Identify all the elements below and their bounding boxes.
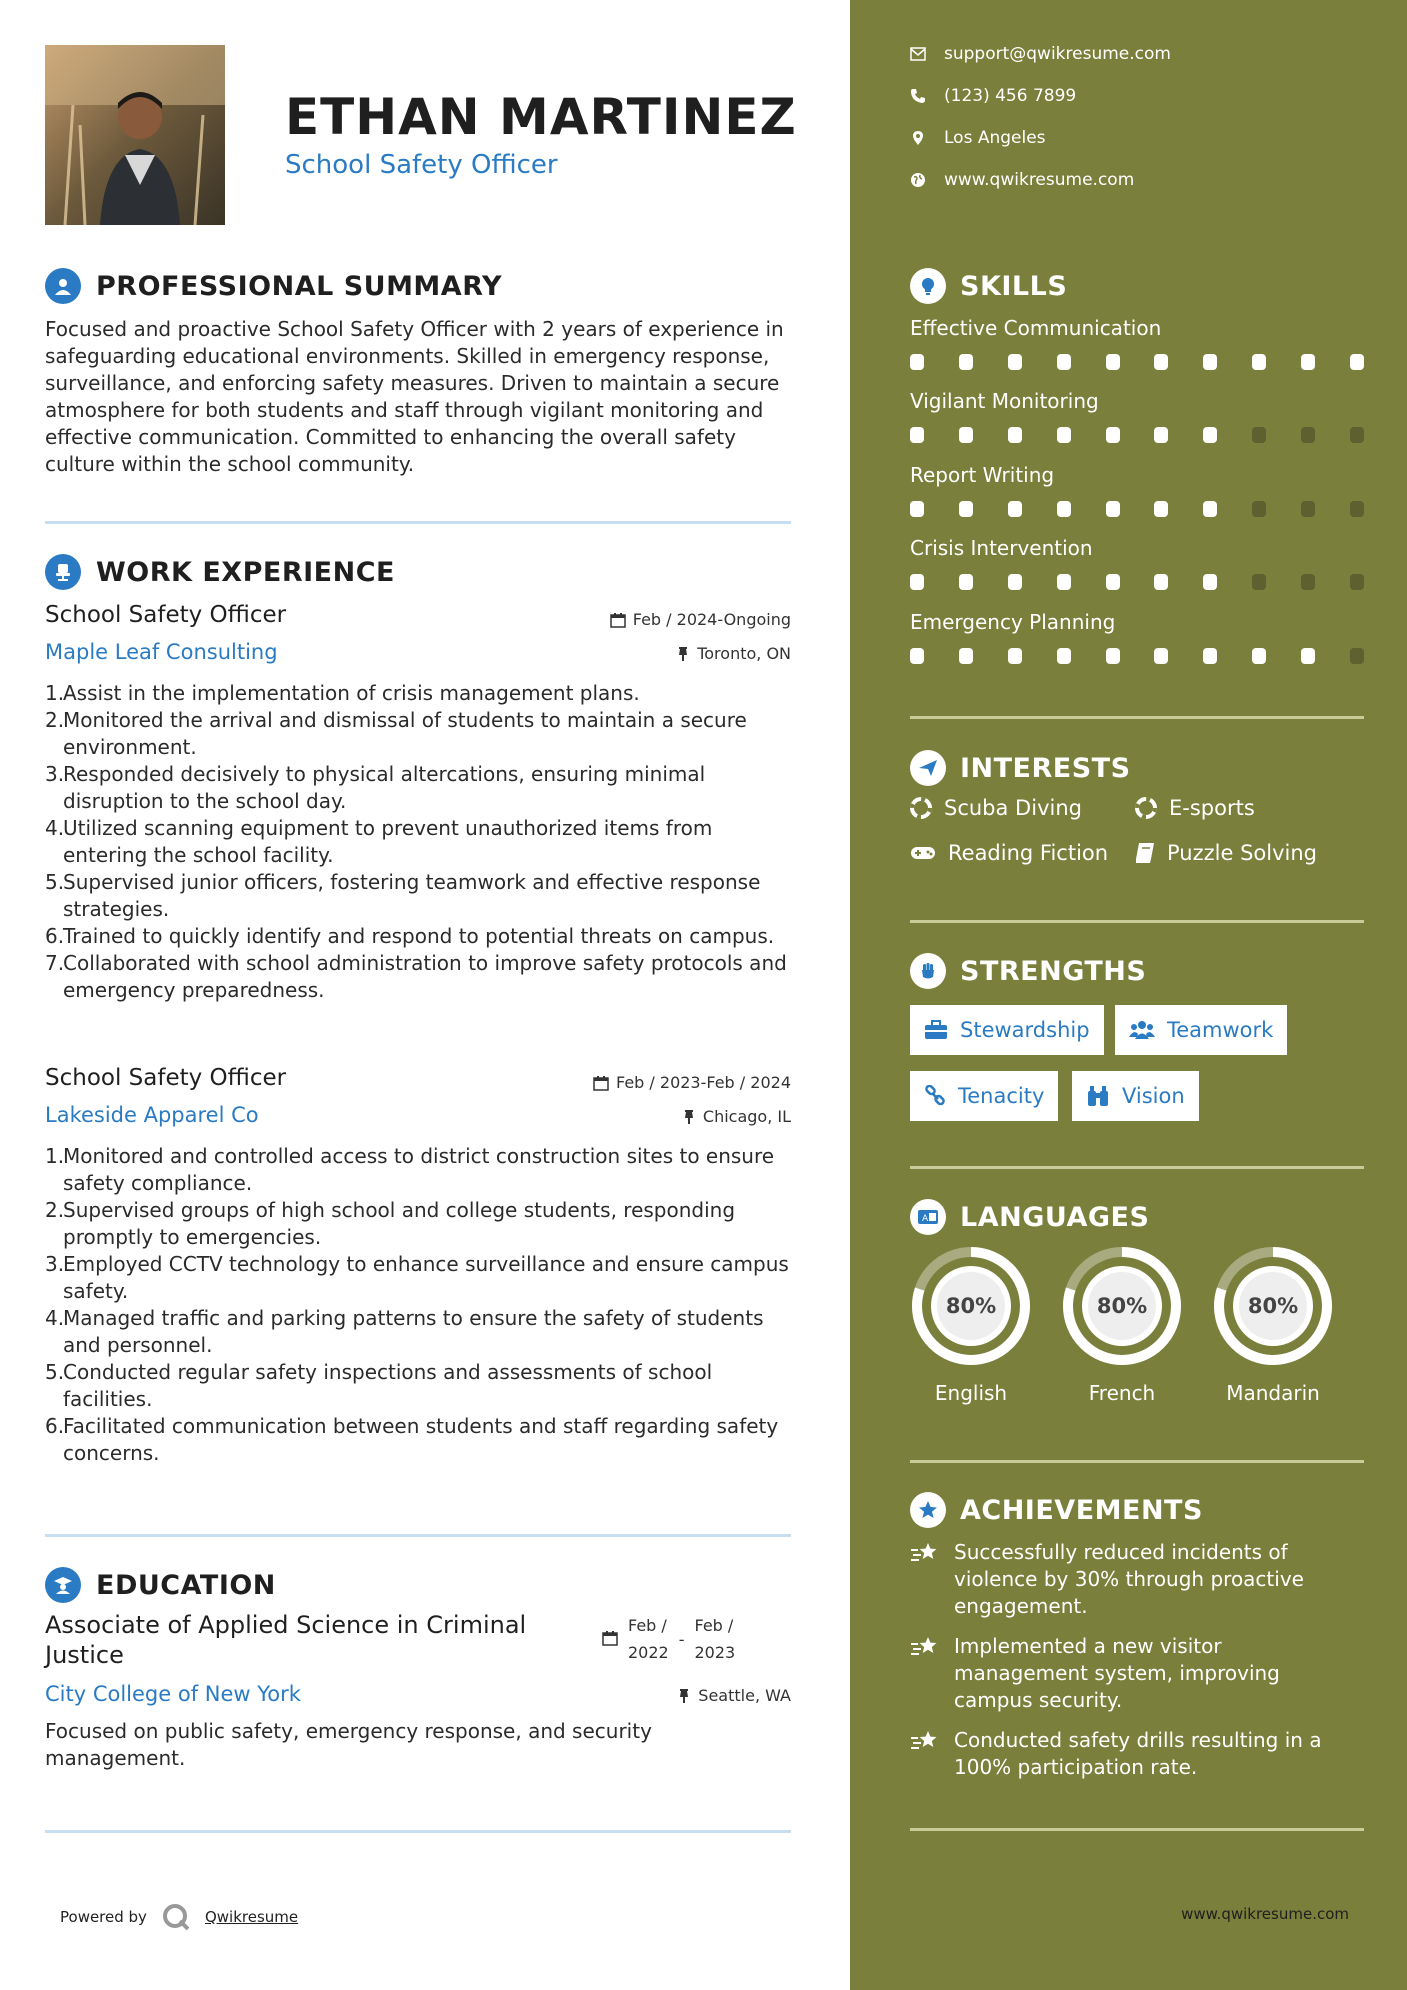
users-icon <box>1129 1020 1155 1040</box>
globe-icon <box>910 172 926 188</box>
job-company: Maple Leaf Consulting <box>45 640 278 664</box>
list-item: 7. Collaborated with school administration to improve safety protocols and emergency preparedness. <box>45 951 787 1002</box>
date-separator: - <box>678 1630 685 1649</box>
lightbulb-icon <box>910 268 946 304</box>
language-gauge <box>1211 1244 1335 1372</box>
rating-dot-filled <box>1154 574 1168 590</box>
envelope-icon <box>910 47 926 61</box>
rating-dot-empty <box>1350 648 1364 664</box>
interests-heading <box>910 750 1131 786</box>
job-dates <box>593 1073 791 1092</box>
achievement-item: Successfully reduced incidents of violence by 30% through proactive engagement. <box>910 1539 1350 1620</box>
calendar-icon <box>593 1075 609 1091</box>
svg-text:A: A <box>922 1214 929 1224</box>
rating-dot-filled <box>1154 501 1168 517</box>
languages-title: LANGUAGES <box>960 1201 1150 1233</box>
rating-dot-filled <box>1008 648 1022 664</box>
candidate-role: School Safety Officer <box>285 150 558 180</box>
language-name: Mandarin <box>1226 1381 1320 1405</box>
language-gauge <box>909 1244 1033 1372</box>
skill-name: Emergency Planning <box>910 610 1116 634</box>
experience-title: WORK EXPERIENCE <box>96 556 395 588</box>
rating-dot-filled <box>1106 648 1120 664</box>
rating-dot-filled <box>1154 648 1168 664</box>
job-dates-text: Feb / 2023-Feb / 2024 <box>616 1073 791 1092</box>
rating-dot-filled <box>1154 427 1168 443</box>
rating-dot-empty <box>1301 427 1315 443</box>
language-gauge <box>1060 1244 1184 1372</box>
language-name: English <box>934 1381 1008 1405</box>
achievements-heading <box>910 1492 1203 1528</box>
rating-dot-filled <box>1203 501 1217 517</box>
language-percent: 80% <box>1247 1294 1299 1318</box>
skill-name: Vigilant Monitoring <box>910 389 1099 413</box>
strengths-title: STRENGTHS <box>960 955 1147 987</box>
phone-icon <box>910 88 926 104</box>
contact-phone <box>910 86 1076 106</box>
section-divider <box>45 1534 791 1537</box>
rating-dot-filled <box>959 501 973 517</box>
strength-chip: Stewardship <box>910 1005 1104 1055</box>
skill-name: Effective Communication <box>910 316 1162 340</box>
footer-url[interactable]: www.qwikresume.com <box>1181 1905 1349 1923</box>
list-item: 4. Managed traffic and parking patterns to ensure the safety of students and personnel. <box>45 1306 764 1357</box>
rating-dot-filled <box>910 648 924 664</box>
life-ring-icon <box>910 797 932 819</box>
rating-dot-filled <box>1057 648 1071 664</box>
rating-dot-filled <box>910 501 924 517</box>
skill-rating <box>910 354 1364 370</box>
list-item: 1. Monitored and controlled access to district construction sites to ensure safety compliance. <box>45 1144 775 1195</box>
calendar-icon <box>602 1630 618 1646</box>
website-text[interactable]: www.qwikresume.com <box>944 170 1135 190</box>
gamepad-icon <box>910 844 936 862</box>
section-divider <box>45 521 791 524</box>
rating-dot-filled <box>1106 354 1120 370</box>
sidebar <box>850 0 1407 1990</box>
rating-dot-filled <box>1106 501 1120 517</box>
interest-item: Puzzle Solving <box>1135 841 1317 865</box>
fist-icon <box>910 953 946 989</box>
rating-dot-filled <box>910 354 924 370</box>
rating-dot-empty <box>1301 501 1315 517</box>
education-start-date: Feb / 2022 <box>628 1616 669 1662</box>
job-company: Lakeside Apparel Co <box>45 1103 259 1127</box>
powered-by-label: Powered by <box>60 1908 147 1926</box>
list-item: 1. Assist in the implementation of crisis management plans. <box>45 681 640 705</box>
summary-text: Focused and proactive School Safety Officer with 2 years of experience in safeguarding educational environments. Skilled in emergency response, surveillance, and enforcing safety measures. Driven to maintain a secure atmosphere for both students and staff through vigilant monitoring and effective communication. Committed to enhancing the overall safety culture within the school community. <box>45 317 784 476</box>
skills-heading <box>910 268 1067 304</box>
rating-dot-filled <box>1203 648 1217 664</box>
contact-email <box>910 44 1171 64</box>
list-item: 5. Conducted regular safety inspections and assessments of school facilities. <box>45 1360 713 1411</box>
rating-dot-filled <box>1057 574 1071 590</box>
rating-dot-filled <box>1057 427 1071 443</box>
interest-item: Scuba Diving <box>910 796 1082 820</box>
experience-heading <box>45 554 395 590</box>
job-title: School Safety Officer <box>45 602 287 628</box>
section-divider <box>910 1166 1364 1169</box>
rating-dot-filled <box>959 427 973 443</box>
phone-text: (123) 456 7899 <box>944 86 1077 106</box>
qwikresume-link[interactable]: Qwikresume <box>204 1908 299 1926</box>
candidate-name: ETHAN MARTINEZ <box>285 88 797 146</box>
achievements-title: ACHIEVEMENTS <box>960 1494 1203 1526</box>
list-item: 5. Supervised junior officers, fostering teamwork and effective response strategies. <box>45 870 761 921</box>
achievement-item: Implemented a new visitor management system, improving campus security. <box>910 1633 1350 1714</box>
skill-name: Report Writing <box>910 463 1055 487</box>
powered-by <box>60 1902 298 1932</box>
shooting-star-icon <box>910 1635 940 1659</box>
education-location <box>677 1686 791 1705</box>
list-item: 3. Responded decisively to physical altercations, ensuring minimal disruption to the school day. <box>45 762 706 813</box>
pushpin-icon <box>677 1688 691 1704</box>
rating-dot-filled <box>1203 354 1217 370</box>
job-dates-text: Feb / 2024-Ongoing <box>632 610 791 629</box>
strength-chip: Tenacity <box>910 1071 1058 1121</box>
job-location <box>676 644 791 663</box>
summary-heading <box>45 268 502 304</box>
job-location-text: Toronto, ON <box>697 644 791 663</box>
languages-heading <box>910 1199 1149 1235</box>
degree-title: Associate of Applied Science in Criminal Justice <box>45 1611 527 1669</box>
rating-dot-empty <box>1350 427 1364 443</box>
binoculars-icon <box>1086 1085 1110 1107</box>
interest-item: E-sports <box>1135 796 1255 820</box>
rating-dot-empty <box>1301 574 1315 590</box>
rating-dot-filled <box>1106 574 1120 590</box>
profile-photo <box>45 45 225 225</box>
office-chair-icon <box>45 554 81 590</box>
skills-title: SKILLS <box>960 270 1068 302</box>
strength-chip: Vision <box>1072 1071 1199 1121</box>
education-title: EDUCATION <box>96 1569 276 1601</box>
list-item: 4. Utilized scanning equipment to prevent unauthorized items from entering the school facility. <box>45 816 713 867</box>
rating-dot-filled <box>1350 354 1364 370</box>
education-location-text: Seattle, WA <box>698 1686 791 1705</box>
rating-dot-empty <box>1350 501 1364 517</box>
education-heading <box>45 1567 276 1603</box>
job-duties-list <box>45 680 795 1004</box>
section-divider <box>910 1828 1364 1831</box>
education-description: Focused on public safety, emergency response, and security management. <box>45 1719 652 1770</box>
link-icon <box>924 1085 946 1107</box>
section-divider <box>910 920 1364 923</box>
list-item: 3. Employed CCTV technology to enhance surveillance and ensure campus safety. <box>45 1252 789 1303</box>
skill-rating <box>910 574 1364 590</box>
skill-rating <box>910 648 1364 664</box>
achievement-item: Conducted safety drills resulting in a 100% participation rate. <box>910 1727 1350 1781</box>
book-icon <box>1135 842 1155 864</box>
strengths-heading <box>910 953 1146 989</box>
contact-location <box>910 128 1046 148</box>
translate-icon <box>910 1199 946 1235</box>
job-duties-list <box>45 1143 795 1467</box>
briefcase-icon <box>924 1020 948 1040</box>
list-item: 2. Supervised groups of high school and college students, responding promptly to emergencies. <box>45 1198 736 1249</box>
rating-dot-filled <box>1252 354 1266 370</box>
rating-dot-filled <box>1203 574 1217 590</box>
rating-dot-filled <box>1057 501 1071 517</box>
summary-title: PROFESSIONAL SUMMARY <box>96 270 503 302</box>
language-name: French <box>1088 1381 1156 1405</box>
life-ring-icon <box>1135 797 1157 819</box>
rating-dot-filled <box>1154 354 1168 370</box>
calendar-icon <box>610 612 626 628</box>
location-text: Los Angeles <box>944 128 1046 148</box>
language-percent: 80% <box>945 1294 997 1318</box>
rating-dot-filled <box>1008 427 1022 443</box>
job-location-text: Chicago, IL <box>702 1107 791 1126</box>
rating-dot-filled <box>910 427 924 443</box>
user-icon <box>45 268 81 304</box>
job-location <box>682 1107 791 1126</box>
rating-dot-filled <box>1008 354 1022 370</box>
rating-dot-filled <box>1008 501 1022 517</box>
rating-dot-filled <box>1301 648 1315 664</box>
job-dates <box>610 610 791 629</box>
rating-dot-filled <box>1203 427 1217 443</box>
shooting-star-icon <box>910 1541 940 1565</box>
rating-dot-empty <box>1350 574 1364 590</box>
section-divider <box>910 716 1364 719</box>
list-item: 6. Trained to quickly identify and respond to potential threats on campus. <box>45 924 775 948</box>
rating-dot-filled <box>1106 427 1120 443</box>
skill-rating <box>910 427 1364 443</box>
pushpin-icon <box>682 1109 696 1125</box>
education-end-date: Feb / 2023 <box>694 1616 736 1662</box>
email-text[interactable]: support@qwikresume.com <box>944 44 1171 64</box>
pushpin-icon <box>676 646 690 662</box>
rating-dot-filled <box>1301 354 1315 370</box>
rating-dot-filled <box>910 574 924 590</box>
skill-name: Crisis Intervention <box>910 536 1093 560</box>
rating-dot-filled <box>959 354 973 370</box>
rating-dot-filled <box>1057 354 1071 370</box>
rating-dot-filled <box>1008 574 1022 590</box>
interest-item: Reading Fiction <box>910 841 1108 865</box>
rating-dot-empty <box>1252 574 1266 590</box>
school-name: City College of New York <box>45 1682 301 1706</box>
graduate-icon <box>45 1567 81 1603</box>
list-item: 2. Monitored the arrival and dismissal of students to maintain a secure environment. <box>45 708 747 759</box>
education-dates <box>602 1612 735 1666</box>
paper-plane-icon <box>910 750 946 786</box>
language-percent: 80% <box>1096 1294 1148 1318</box>
map-marker-icon <box>910 130 926 146</box>
rating-dot-filled <box>959 648 973 664</box>
star-icon <box>910 1492 946 1528</box>
list-item: 6. Facilitated communication between students and staff regarding safety concerns. <box>45 1414 779 1465</box>
rating-dot-empty <box>1252 427 1266 443</box>
shooting-star-icon <box>910 1729 940 1753</box>
contact-website <box>910 170 1134 190</box>
rating-dot-empty <box>1252 501 1266 517</box>
job-title: School Safety Officer <box>45 1065 287 1091</box>
section-divider <box>910 1460 1364 1463</box>
interests-title: INTERESTS <box>960 752 1131 784</box>
section-divider <box>45 1830 791 1833</box>
rating-dot-filled <box>1252 648 1266 664</box>
skill-rating <box>910 501 1364 517</box>
qwikresume-logo-icon <box>161 1902 191 1932</box>
rating-dot-filled <box>959 574 973 590</box>
strength-chip: Teamwork <box>1115 1005 1287 1055</box>
